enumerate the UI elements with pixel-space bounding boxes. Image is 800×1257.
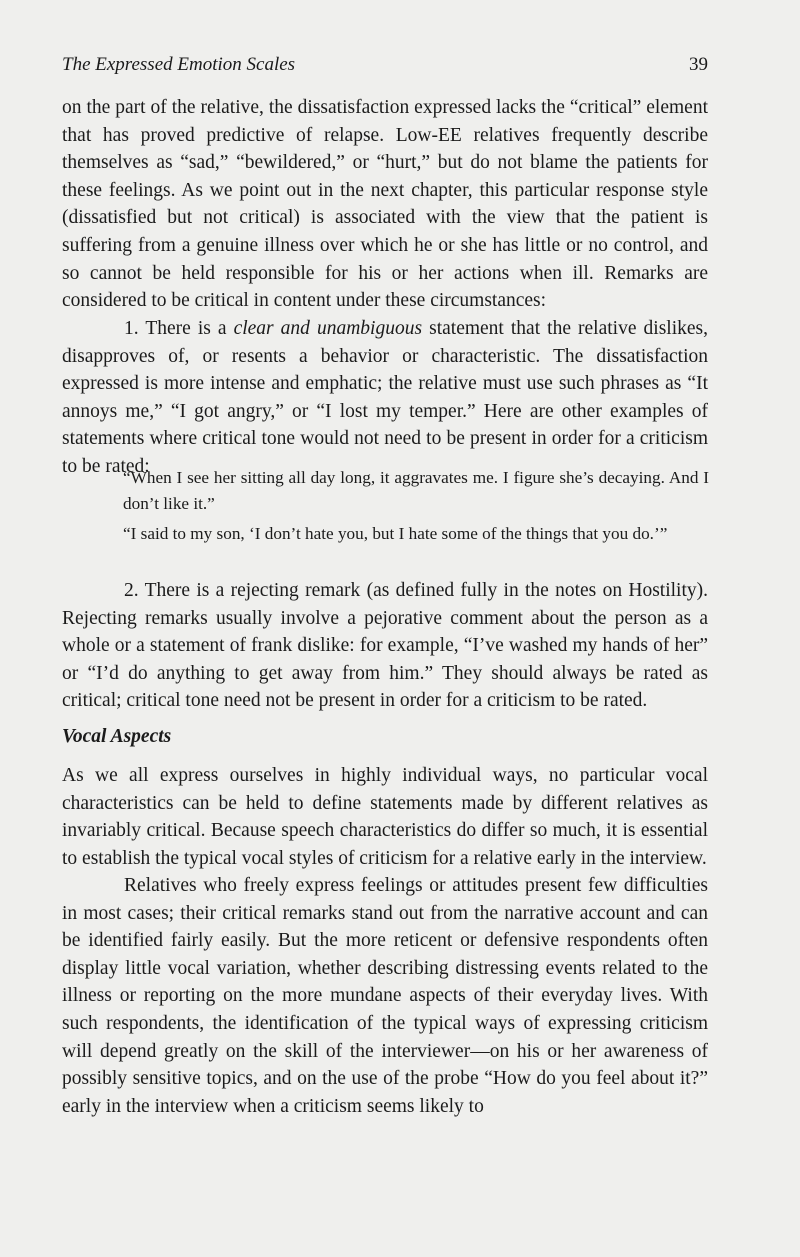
section-heading: Vocal Aspects [62,726,172,747]
quote-1: “When I see her sitting all day long, it aggravates me. I figure she’s decaying. And I don’t like it.” [123,468,709,513]
paragraph-intro: on the part of the relative, the dissatisfaction expressed lacks the “critical” element that has proved predictive of relapse. Low-EE relatives frequently describe themselves as “sad,” “bewildered,” or “hurt,” but do not blame the patients for these feelings. As we point out in the next chapter, this particular response style (dissatisfied but not critical) is associated with the view that the patient is suffering from a genuine illness over which he or she has little or no control, and so cannot be held responsible for his or her actions when ill. Remarks are considered to be critical in content under these circumstances: [62,97,708,312]
list-item-1-text-start: 1. There is a [124,318,234,339]
paragraph-vocal-2: Relatives who freely express feelings or attitudes present few difficulties in most cases; their critical remarks stand out from the narrative account and can be identified fairly easily. But the more reticent or defensive respondents often display little vocal variation, whether describing distressing events related to the illness or reporting on the more mundane aspects of their everyday lives. With such respondents, the identification of the typical ways of expressing criticism will depend greatly on the skill of the interviewer—on his or her awareness of possibly sensitive topics, and on the use of the probe “How do you feel about it?” early in the interview when a criticism seems likely to [62,875,708,1117]
running-head [62,54,708,84]
list-item-1 [62,315,708,481]
list-item-2: 2. There is a rejecting remark (as defined fully in the notes on Hostility). Rejecting remarks usually involve a pejorative comment about the person as a whole or a statement of frank dislike: for example, “I’ve washed my hands of her” or “I’d do anything to get away from him.” They should always be rated as critical; critical tone need not be present in order for a criticism to be rated. [62,580,708,712]
list-item-1-emphasis: clear and unambiguous [233,318,423,339]
quote-2: “I said to my son, ‘I don’t hate you, but I hate some of the things that you do.’” [123,524,668,543]
paragraph-vocal-1: As we all express ourselves in highly individual ways, no particular vocal characteristics can be held to define statements made by different relatives as invariably critical. Because speech characteristics do differ so much, it is essential to establish the typical vocal styles of criticism for a relative early in the interview. [62,765,708,869]
running-title: The Expressed Emotion Scales [62,54,296,75]
list-item-1-text-end: statement that the relative dislikes, disapproves of, or resents a behavior or characteristic. The dissatisfaction expressed is more intense and emphatic; the relative must use such phrases as “It annoys me,” “I got angry,” or “I lost my temper.” Here are other examples of statements where critical tone would not need to be present in order for a criticism to be rated: [62,318,709,477]
page-number: 39 [689,54,708,75]
